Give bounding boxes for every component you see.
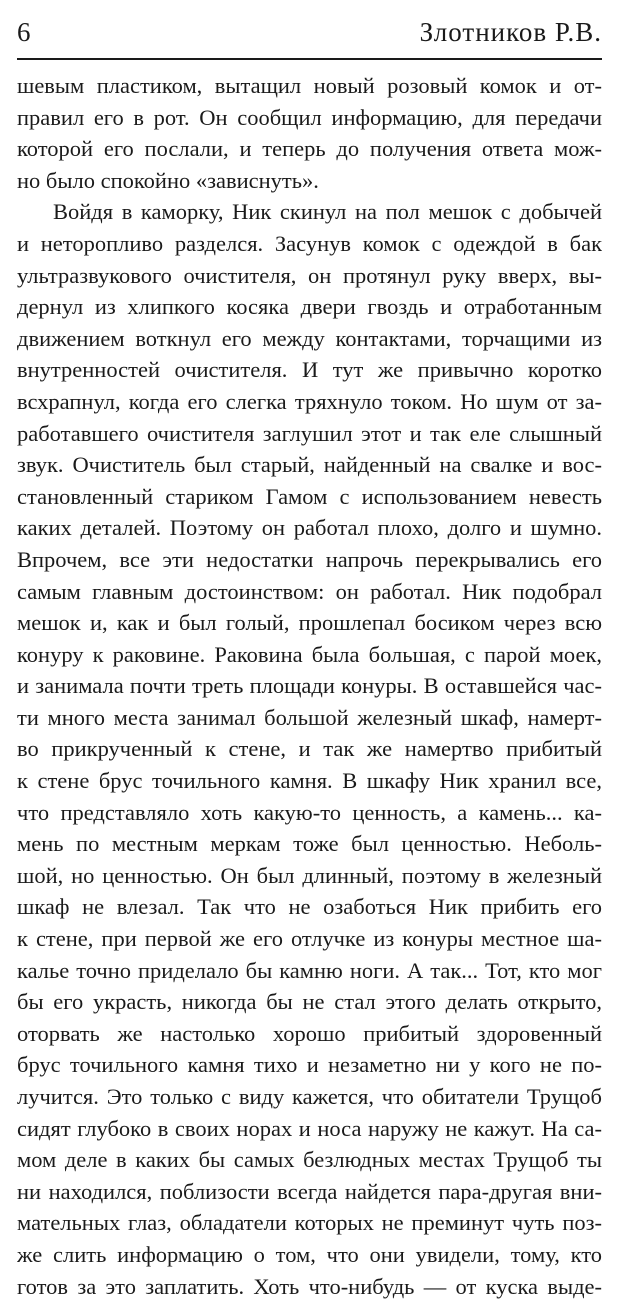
paragraph <box>17 196 602 1302</box>
header-rule <box>17 58 602 60</box>
text-line: шой, но ценностью. Он был длинный, поэтому в железный <box>17 862 602 888</box>
text-line: движением воткнул его между контактами, торчащими из <box>17 325 602 351</box>
text-line: Впрочем, все эти недостатки напрочь перекрывались его <box>17 546 602 572</box>
text-line: шкаф не влезал. Так что не озаботься Ник прибить его <box>17 894 602 920</box>
text-line: звук. Очиститель был старый, найденный на свалке и вос- <box>17 452 602 478</box>
text-line: которой его послали, и теперь до получения ответа мож- <box>17 136 602 162</box>
text-line: во прикрученный к стене, и так же намертво прибитый <box>17 736 602 762</box>
text-line: работавшего очистителя заглушил этот и так еле слышный <box>17 420 602 446</box>
paragraph <box>17 70 602 196</box>
text-line: правил его в рот. Он сообщил информацию, для передачи <box>17 104 602 130</box>
text-line: же слить информацию о том, что они увидели, тому, кто <box>17 1241 602 1267</box>
text-line: ти много места занимал большой железный шкаф, намерт- <box>17 704 602 730</box>
page-header <box>17 14 602 50</box>
text-line: мешок и, как и был голый, прошлепал босиком через всю <box>17 610 602 636</box>
text-line: ни находился, поблизости всегда найдется пара-другая вни- <box>17 1178 602 1204</box>
text-line: и занимала почти треть площади конуры. В оставшейся час- <box>17 673 602 699</box>
text-line: к стене брус точильного камня. В шкафу Ник хранил все, <box>17 768 602 794</box>
text-line: что представляло хоть какую-то ценность, а камень... ка- <box>17 799 602 825</box>
text-line: бы его украсть, никогда бы не стал этого делать открыто, <box>17 989 602 1015</box>
text-line: сидят глубоко в своих норах и носа наружу не кажут. На са- <box>17 1115 602 1141</box>
text-line: Войдя в каморку, Ник скинул на пол мешок с добычей <box>53 199 602 225</box>
text-line: мательных глаз, обладатели которых не преминут чуть поз- <box>17 1210 602 1236</box>
text-line: и неторопливо разделся. Засунув комок с одеждой в бак <box>17 230 602 256</box>
text-line: становленный стариком Гамом с использованием невесть <box>17 483 602 509</box>
text-line: ультразвукового очистителя, он протянул руку вверх, вы- <box>17 262 602 288</box>
text-line: брус точильного камня тихо и незаметно ни у кого не по- <box>17 1052 602 1078</box>
page-number: 6 <box>17 16 32 47</box>
text-line: лучится. Это только с виду кажется, что обитатели Трущоб <box>17 1084 602 1109</box>
text-line: конуру к раковине. Раковина была большая, с парой моек, <box>17 641 602 667</box>
text-line: шевым пластиком, вытащил новый розовый комок и от- <box>17 73 602 98</box>
text-line: дернул из хлипкого косяка двери гвоздь и отработанным <box>17 294 602 320</box>
text-line: готов за это заплатить. Хоть что-нибудь — от куска выде- <box>17 1273 602 1299</box>
text-line: каких деталей. Поэтому он работал плохо, долго и шумно. <box>17 515 602 541</box>
text-line: оторвать же настолько хорошо прибитый здоровенный <box>17 1020 602 1046</box>
text-line: к стене, при первой же его отлучке из конуры местное ша- <box>17 926 602 952</box>
text-line: всхрапнул, когда его слегка тряхнуло током. Но шум от за- <box>17 388 602 414</box>
text-line: мень по местным меркам тоже был ценностью. Неболь- <box>17 831 602 857</box>
text-line: самым главным достоинством: он работал. Ник подобрал <box>17 578 602 604</box>
text-line: мом деле в каких бы самых безлюдных местах Трущоб ты <box>17 1147 602 1173</box>
running-title: Злотников Р.В. <box>419 16 602 47</box>
body-text <box>17 70 602 1302</box>
text-line: внутренностей очистителя. И тут же привычно коротко <box>17 357 602 383</box>
text-line: но было спокойно «зависнуть». <box>17 167 319 193</box>
text-line: калье точно приделало бы камню ноги. А так... Тот, кто мог <box>17 957 602 983</box>
